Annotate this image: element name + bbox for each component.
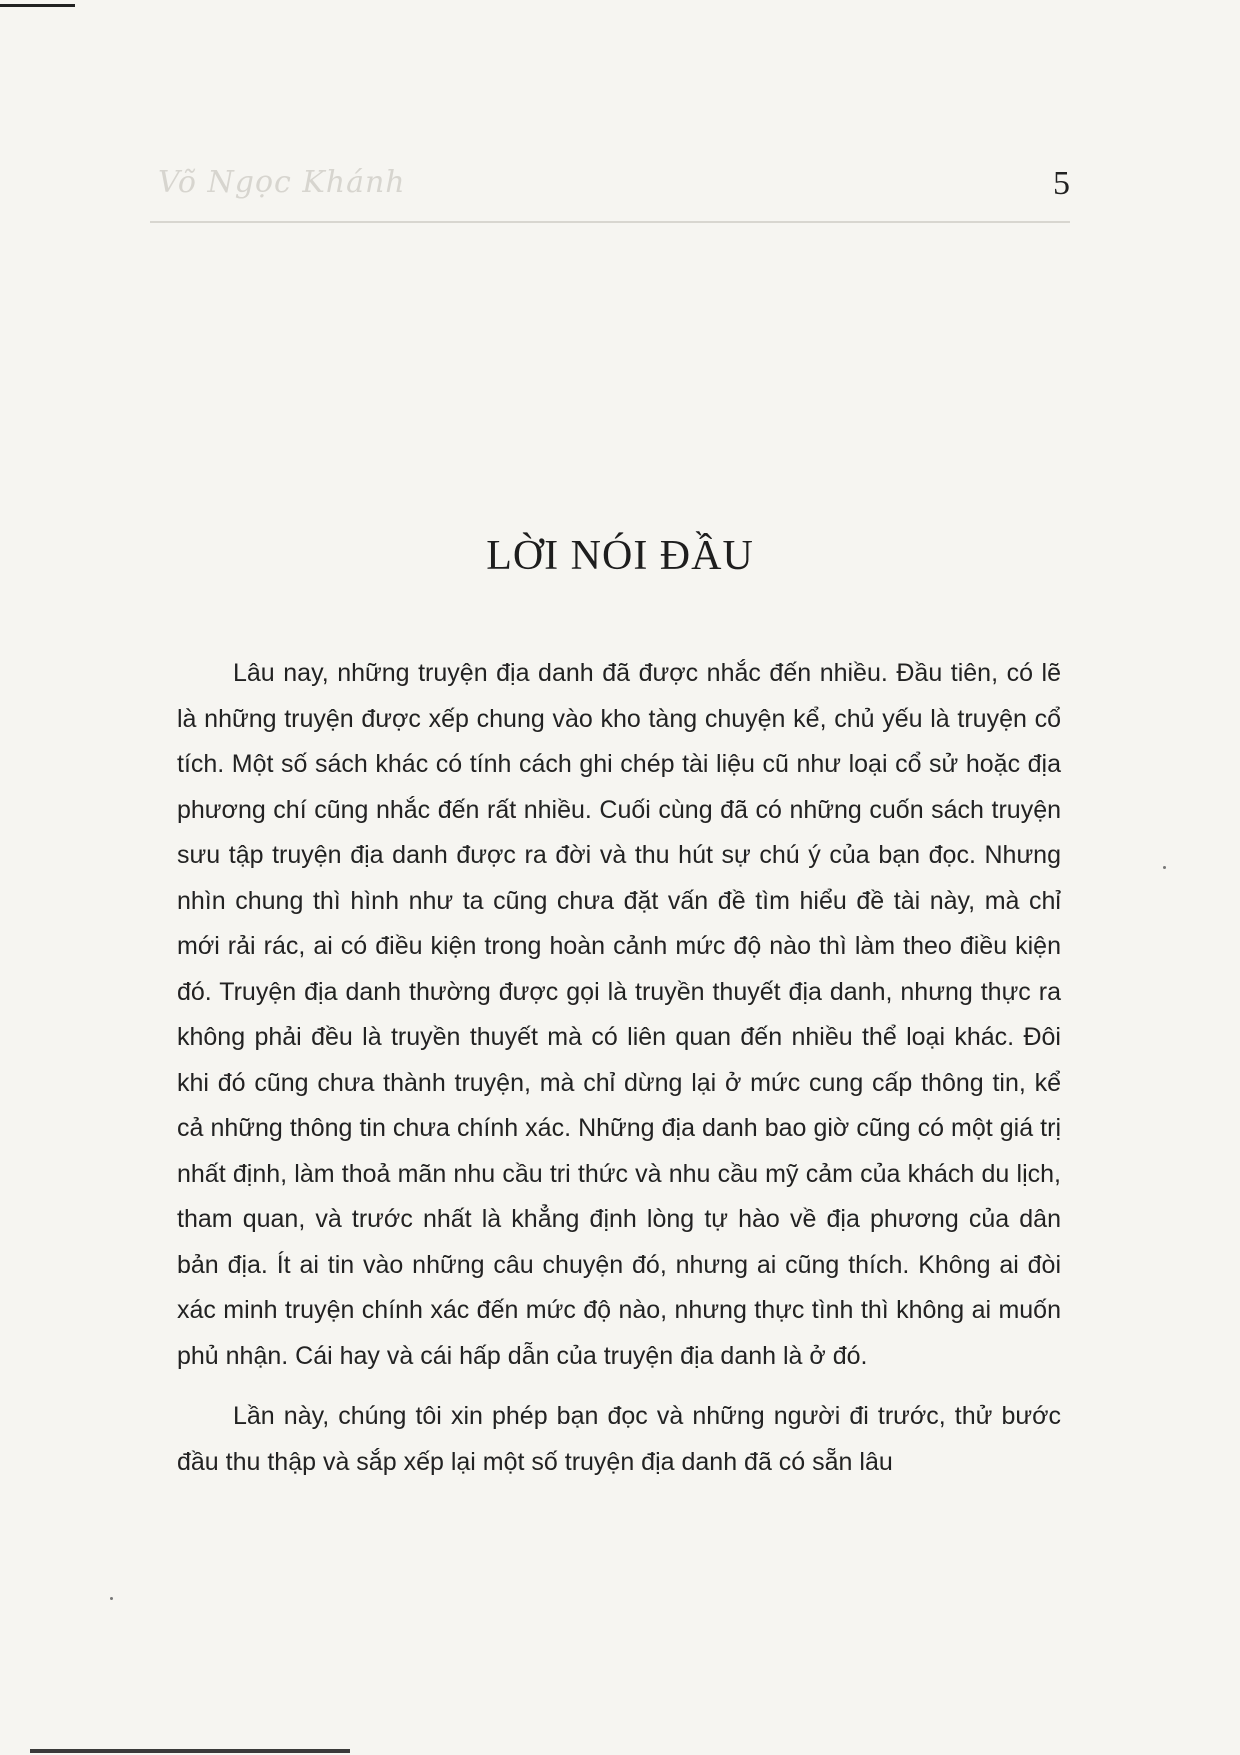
paragraph-2: Lần này, chúng tôi xin phép bạn đọc và những người đi trước, thử bước đầu thu thập và sắp xếp lại một số truyện địa danh đã có sẵn lâu	[177, 1402, 1061, 1476]
page-number: 5	[1053, 165, 1070, 202]
running-title: Võ Ngọc Khánh	[158, 165, 406, 200]
scan-speck	[110, 1597, 113, 1600]
body-text	[177, 651, 1061, 1485]
bottom-edge-rule	[30, 1749, 350, 1753]
top-edge-rule	[0, 4, 75, 7]
running-header	[150, 165, 1070, 225]
scan-speck	[1163, 866, 1166, 869]
chapter-title: LỜI NÓI ĐẦU	[486, 533, 754, 579]
header-rule	[150, 221, 1070, 223]
paragraph-1: Lâu nay, những truyện địa danh đã được nhắc đến nhiều. Đầu tiên, có lẽ là những truyện được xếp chung vào kho tàng chuyện kể, chủ yếu là truyện cổ tích. Một số sách khác có tính cách ghi chép tài liệu cũ như loại cổ sử hoặc địa phương chí cũng nhắc đến rất nhiều. Cuối cùng đã có những cuốn sách truyện sưu tập truyện địa danh được ra đời và thu hút sự chú ý của bạn đọc. Nhưng nhìn chung thì hình như ta cũng chưa đặt vấn đề tìm hiểu đề tài này, mà chỉ mới rải rác, ai có điều kiện trong hoàn cảnh mức độ nào thì làm theo điều kiện đó. Truyện địa danh thường được gọi là truyền thuyết địa danh, nhưng thực ra không phải đều là truyền thuyết mà có liên quan đến nhiều thể loại khác. Đôi khi đó cũng chưa thành truyện, mà chỉ dừng lại ở mức cung cấp thông tin, kể cả những thông tin chưa chính xác. Những địa danh bao giờ cũng có một giá trị nhất định, làm thoả mãn nhu cầu tri thức và nhu cầu mỹ cảm của khách du lịch, tham quan, và trước nhất là khẳng định lòng tự hào về địa phương của dân bản địa. Ít ai tin vào những câu chuyện đó, nhưng ai cũng thích. Không ai đòi xác minh truyện chính xác đến mức độ nào, nhưng thực tình thì không ai muốn phủ nhận. Cái hay và cái hấp dẫn của truyện địa danh là ở đó.	[177, 659, 1061, 1370]
